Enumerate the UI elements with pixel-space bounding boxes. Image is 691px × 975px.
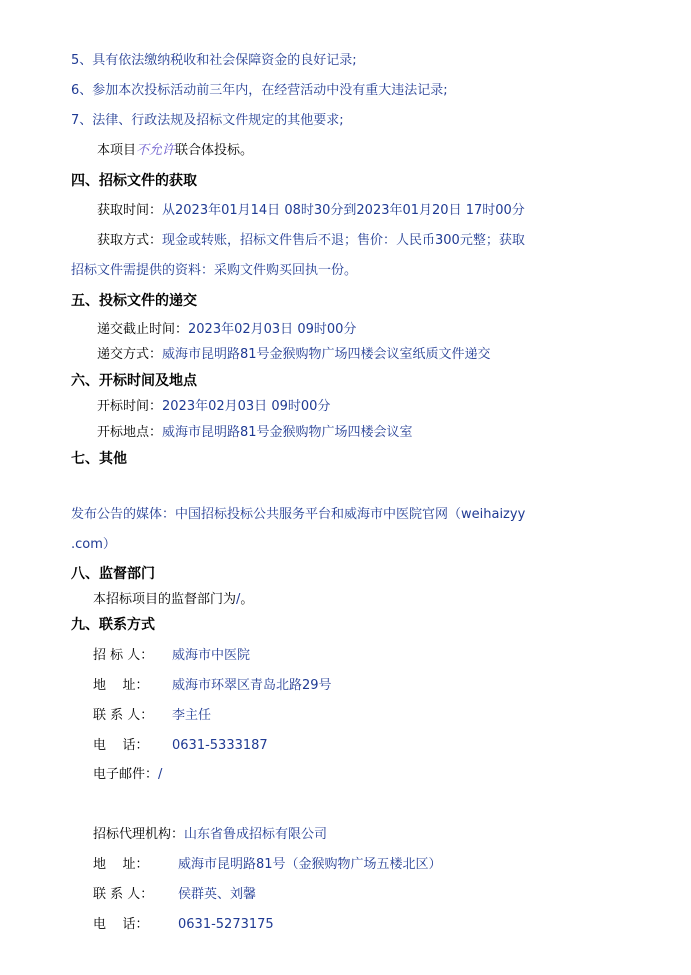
email-value: /	[158, 767, 163, 782]
agency-value: 山东省鲁成招标有限公司	[184, 827, 328, 842]
publish-media-line: 发布公告的媒体：中国招标投标公共服务平台和威海市中医院官网（weihaizyy	[71, 507, 526, 522]
acquire-method-value: 现金或转账，招标文件售后不退；售价：人民币300元整；获取	[162, 233, 525, 248]
agency-address-line	[93, 856, 442, 874]
acquire-method-label: 获取方式：	[97, 233, 163, 248]
section-9-heading: 九、联系方式	[71, 617, 155, 633]
section-5-heading: 五、投标文件的递交	[71, 293, 197, 309]
requirement-item-6: 6、参加本次投标活动前三年内，在经营活动中没有重大违法记录;	[71, 83, 448, 98]
submit-method-value: 威海市昆明路81号金猴购物广场四楼会议室纸质文件递交	[162, 347, 491, 362]
acquire-method-continued: 招标文件需提供的资料：采购文件购买回执一份。	[71, 263, 358, 278]
submit-deadline-line	[97, 321, 356, 339]
supervision-suffix: 。	[240, 592, 254, 607]
phone-line	[93, 737, 268, 755]
opening-time-label: 开标时间：	[97, 399, 163, 414]
submit-deadline-label: 递交截止时间：	[97, 322, 189, 337]
supervision-prefix: 本招标项目的监督部门为	[93, 592, 237, 607]
agency-phone-value: 0631-5273175	[178, 917, 274, 932]
tenderer-value: 威海市中医院	[172, 648, 251, 663]
agency-phone-label: 电 话：	[93, 917, 149, 932]
acquire-time-line	[97, 202, 525, 220]
agency-contact-label: 联 系 人：	[93, 887, 154, 902]
acquire-time-value: 从2023年01月14日 08时30分到2023年01月20日 17时00分	[162, 203, 525, 218]
consortium-suffix: 联合体投标。	[175, 143, 254, 158]
section-7-heading: 七、其他	[71, 451, 127, 467]
agency-contact-value: 侯群英、刘馨	[178, 887, 257, 902]
section-8-heading: 八、监督部门	[71, 566, 155, 582]
tenderer-label: 招 标 人：	[93, 648, 154, 663]
opening-place-value: 威海市昆明路81号金猴购物广场四楼会议室	[162, 425, 413, 440]
address-value: 威海市环翠区青岛北路29号	[172, 678, 332, 693]
opening-place-line	[97, 424, 413, 442]
consortium-value: 不允许	[136, 143, 176, 158]
supervision-value: /	[236, 592, 241, 607]
submit-deadline-value: 2023年02月03日 09时00分	[188, 322, 357, 337]
submit-method-line	[97, 346, 491, 364]
contact-line	[93, 707, 211, 725]
requirement-item-7: 7、法律、行政法规及招标文件规定的其他要求;	[71, 113, 344, 128]
phone-value: 0631-5333187	[172, 738, 268, 753]
agency-contact-line	[93, 886, 256, 904]
phone-label: 电 话：	[93, 738, 149, 753]
contact-value: 李主任	[172, 708, 212, 723]
email-line	[93, 766, 162, 784]
address-label: 地 址：	[93, 678, 149, 693]
acquire-method-line	[97, 232, 525, 250]
publish-media-continued: .com）	[71, 537, 116, 552]
section-4-heading: 四、招标文件的获取	[71, 173, 197, 189]
opening-time-line	[97, 398, 330, 416]
agency-line	[93, 826, 327, 844]
agency-address-value: 威海市昆明路81号（金猴购物广场五楼北区）	[178, 857, 442, 872]
contact-label: 联 系 人：	[93, 708, 154, 723]
consortium-line	[97, 142, 253, 160]
tenderer-line	[93, 647, 250, 665]
consortium-prefix: 本项目	[97, 143, 137, 158]
submit-method-label: 递交方式：	[97, 347, 163, 362]
opening-time-value: 2023年02月03日 09时00分	[162, 399, 331, 414]
agency-label: 招标代理机构：	[93, 827, 185, 842]
section-6-heading: 六、开标时间及地点	[71, 373, 197, 389]
agency-phone-line	[93, 916, 274, 934]
acquire-time-label: 获取时间：	[97, 203, 163, 218]
email-label: 电子邮件：	[93, 767, 159, 782]
requirement-item-5: 5、具有依法缴纳税收和社会保障资金的良好记录;	[71, 53, 357, 68]
address-line	[93, 677, 332, 695]
opening-place-label: 开标地点：	[97, 425, 163, 440]
agency-address-label: 地 址：	[93, 857, 149, 872]
supervision-line	[93, 591, 253, 609]
